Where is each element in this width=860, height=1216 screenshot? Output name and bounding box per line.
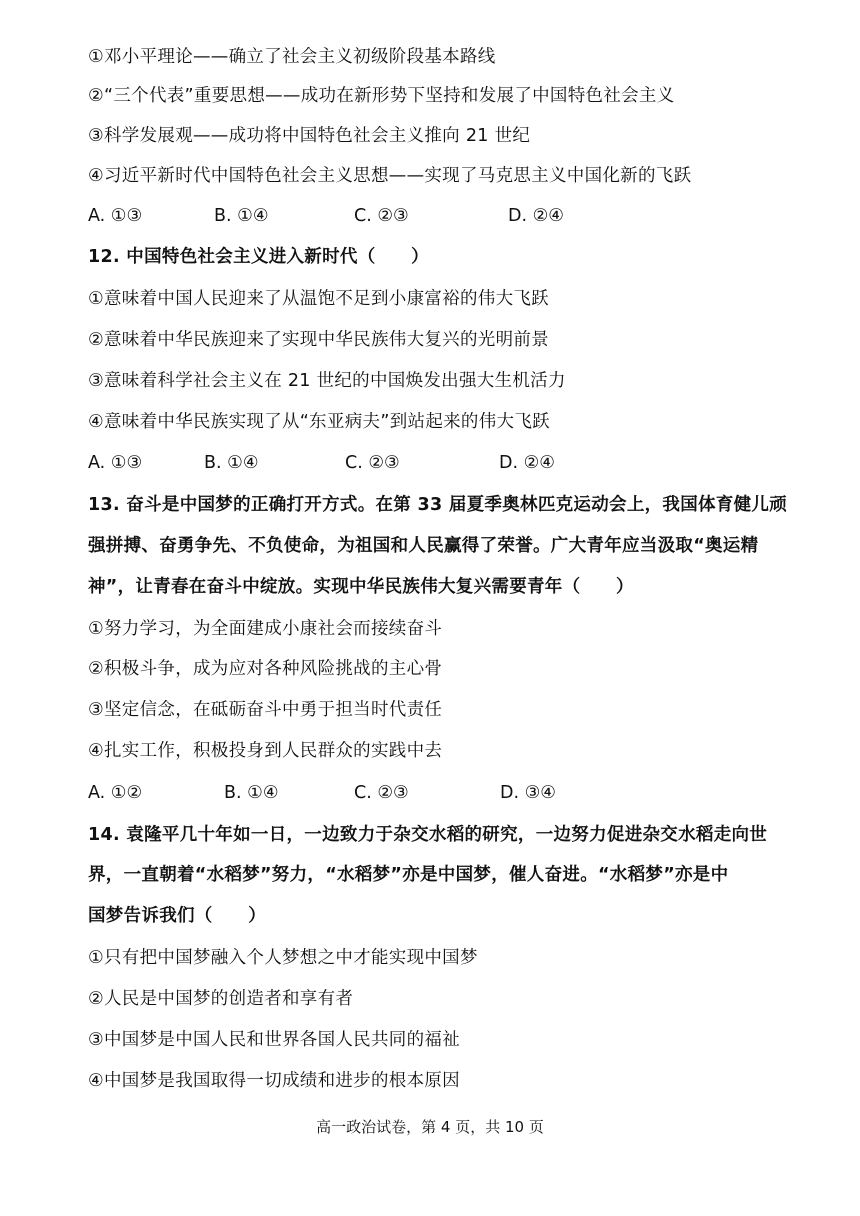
q14-item-4: ④中国梦是我国取得一切成绩和进步的根本原因 [88, 1071, 460, 1091]
page-footer: 高一政治试卷，第 4 页，共 10 页 [316, 1118, 544, 1136]
q14-stem-line-1: 14. 袁隆平几十年如一日，一边致力于杂交水稻的研究，一边努力促进杂交水稻走向世 [88, 825, 768, 845]
q11-options [88, 204, 788, 228]
q13-option-b: B. ①④ [224, 783, 279, 803]
q12-option-a: A. ①③ [88, 453, 143, 473]
q11-option-a: A. ①③ [88, 206, 143, 226]
q13-item-4: ④扎实工作，积极投身到人民群众的实践中去 [88, 741, 443, 761]
q13-option-d: D. ③④ [500, 783, 556, 803]
q12-item-4: ④意味着中华民族实现了从“东亚病夫”到站起来的伟大飞跃 [88, 412, 550, 432]
q12-options [88, 451, 788, 475]
q12-option-d: D. ②④ [499, 453, 555, 473]
q13-stem-line-2: 强拼搏、奋勇争先、不负使命，为祖国和人民赢得了荣誉。广大青年应当汲取“奥运精 [88, 536, 759, 556]
q13-item-2: ②积极斗争，成为应对各种风险挑战的主心骨 [88, 659, 443, 679]
q13-item-3: ③坚定信念，在砥砺奋斗中勇于担当时代责任 [88, 700, 443, 720]
q12-item-1: ①意味着中国人民迎来了从温饱不足到小康富裕的伟大飞跃 [88, 289, 549, 309]
q11-option-c: C. ②③ [354, 206, 409, 226]
q13-options [88, 781, 788, 805]
q14-stem-line-3: 国梦告诉我们（ ） [88, 906, 266, 926]
q12-option-b: B. ①④ [204, 453, 259, 473]
q11-item-1: ①邓小平理论——确立了社会主义初级阶段基本路线 [88, 47, 496, 67]
q11-item-3: ③科学发展观——成功将中国特色社会主义推向 21 世纪 [88, 126, 531, 146]
q11-option-b: B. ①④ [214, 206, 269, 226]
q14-item-3: ③中国梦是中国人民和世界各国人民共同的福祉 [88, 1030, 460, 1050]
q11-option-d: D. ②④ [508, 206, 564, 226]
q14-item-2: ②人民是中国梦的创造者和享有者 [88, 989, 354, 1009]
q13-option-c: C. ②③ [354, 783, 409, 803]
q12-item-3: ③意味着科学社会主义在 21 世纪的中国焕发出强大生机活力 [88, 371, 566, 391]
q14-item-1: ①只有把中国梦融入个人梦想之中才能实现中国梦 [88, 948, 478, 968]
q13-stem-line-3: 神”，让青春在奋斗中绽放。实现中华民族伟大复兴需要青年（ ） [88, 577, 634, 597]
q11-item-2: ②“三个代表”重要思想——成功在新形势下坚持和发展了中国特色社会主义 [88, 86, 675, 106]
q12-stem: 12. 中国特色社会主义进入新时代（ ） [88, 247, 429, 267]
q14-stem-line-2: 界，一直朝着“水稻梦”努力，“水稻梦”亦是中国梦，催人奋进。“水稻梦”亦是中 [88, 865, 729, 885]
q13-item-1: ①努力学习，为全面建成小康社会而接续奋斗 [88, 619, 443, 639]
q11-item-4: ④习近平新时代中国特色社会主义思想——实现了马克思主义中国化新的飞跃 [88, 166, 692, 186]
q12-option-c: C. ②③ [345, 453, 400, 473]
q13-option-a: A. ①② [88, 783, 143, 803]
q12-item-2: ②意味着中华民族迎来了实现中华民族伟大复兴的光明前景 [88, 330, 549, 350]
q13-stem-line-1: 13. 奋斗是中国梦的正确打开方式。在第 33 届夏季奥林匹克运动会上，我国体育健儿顽 [88, 495, 788, 515]
